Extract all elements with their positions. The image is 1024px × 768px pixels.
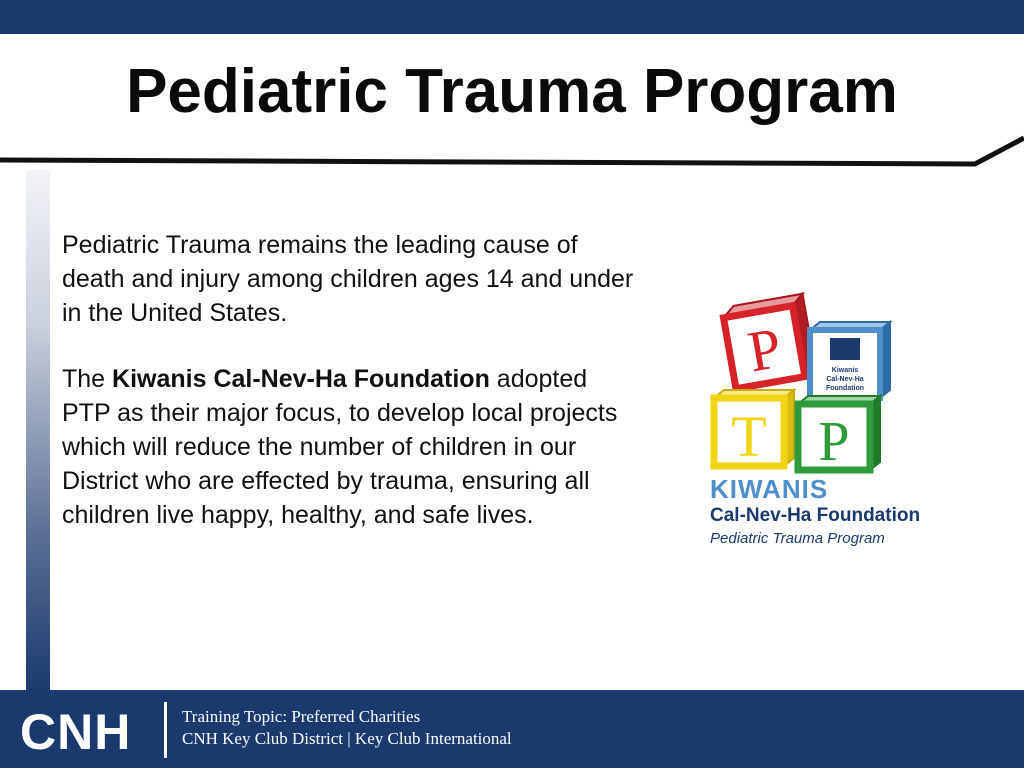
cnh-wordmark: CNH xyxy=(20,704,132,760)
green-block-letter: P xyxy=(818,411,850,473)
blue-block xyxy=(810,322,890,398)
paragraph-2-prefix: The xyxy=(62,365,113,393)
paragraph-2 xyxy=(62,362,637,532)
footer-text xyxy=(182,706,512,750)
foundation-name: Kiwanis Cal-Nev-Ha Foundation xyxy=(112,365,490,393)
svg-text:Foundation: Foundation xyxy=(825,385,865,392)
logo-kiwanis: KIWANIS xyxy=(710,474,829,504)
footer-divider xyxy=(164,702,167,758)
svg-text:Kiwanis: Kiwanis xyxy=(831,367,859,374)
paragraph-1: Pediatric Trauma remains the leading cause of death and injury among children ages 14 and under in the United States. xyxy=(62,231,634,327)
footer-bar xyxy=(0,690,1024,768)
footer-line-1: Training Topic: Preferred Charities xyxy=(182,707,421,726)
side-gradient-stripe xyxy=(26,170,50,690)
yellow-t-block xyxy=(714,390,794,469)
paragraph-2-suffix: adopted PTP as their major focus, to develop local projects which will reduce the number of children in our District who are effected by trauma, ensuring all children live happy, healthy, and safe lives. xyxy=(62,365,618,529)
ptp-logo xyxy=(700,290,1000,560)
slide-title: Pediatric Trauma Program xyxy=(126,57,898,126)
svg-text:Cal-Nev-Ha: Cal-Nev-Ha xyxy=(826,376,864,383)
logo-foundation: Cal-Nev-Ha Foundation xyxy=(710,505,921,526)
green-p-block xyxy=(798,396,880,473)
yellow-block-letter: T xyxy=(731,404,767,469)
red-p-block xyxy=(722,294,817,389)
footer-line-2: CNH Key Club District | Key Club International xyxy=(182,729,512,748)
slide-body xyxy=(62,228,637,564)
red-block-letter: P xyxy=(743,314,787,385)
logo-program: Pediatric Trauma Program xyxy=(710,530,885,547)
